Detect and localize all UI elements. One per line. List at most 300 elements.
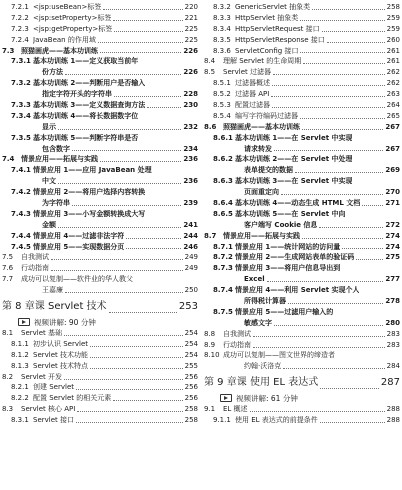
entry-number: 9.1	[204, 405, 216, 414]
dot-leader	[103, 9, 182, 10]
dot-leader	[356, 259, 383, 260]
toc-entry-continuation[interactable]	[204, 144, 400, 155]
page-number: 256	[184, 394, 198, 403]
entry-title: 情景应用——拓展与实践	[223, 231, 300, 240]
toc-subsection-entry[interactable]	[2, 24, 198, 35]
dot-leader	[113, 400, 182, 401]
dot-leader	[90, 368, 183, 369]
page-number: 241	[183, 220, 198, 229]
toc-subsection-entry[interactable]	[2, 339, 198, 350]
toc-subsection-entry[interactable]	[2, 2, 198, 13]
entry-number: 8.6.5	[213, 209, 233, 218]
entry-number: 8.8	[204, 329, 216, 338]
entry-title: 中文	[42, 177, 56, 186]
toc-subsection-entry[interactable]	[204, 24, 400, 35]
toc-entry-continuation[interactable]	[2, 89, 198, 100]
dot-leader	[90, 346, 183, 347]
entry-number: 8.4	[204, 57, 216, 66]
entry-title: HttpServlet 抽象类	[235, 13, 299, 22]
page-number: 244	[183, 231, 198, 240]
entry-title: 基本功训练 2——在 Servlet 中处理	[235, 155, 353, 164]
page-number: 260	[386, 35, 400, 44]
page-number: 287	[380, 377, 400, 389]
entry-number: 7.3.4	[11, 111, 31, 120]
toc-section-entry[interactable]	[2, 372, 198, 383]
page-number: 265	[386, 111, 400, 120]
page-number: 261	[386, 46, 400, 55]
entry-title: 照猫画虎——基本功训练	[21, 46, 98, 55]
entry-title: Servlet 技术	[48, 301, 107, 313]
entry-title: 情景应用 2——将用户选择内容转换	[33, 188, 146, 197]
dot-leader	[147, 107, 181, 108]
toc-subsection-entry[interactable]	[2, 78, 198, 89]
page-number: 258	[386, 2, 400, 11]
page-number: 246	[183, 242, 198, 251]
page-number: 253	[178, 301, 198, 313]
dot-leader	[312, 9, 384, 10]
entry-number: 7.5	[2, 253, 14, 262]
entry-title: Servlet 过滤器	[223, 68, 271, 77]
dot-leader	[274, 150, 383, 151]
dot-leader	[300, 52, 384, 53]
page-number: 221	[184, 13, 198, 22]
entry-title: 所得税计算器	[244, 297, 286, 306]
toc-section-entry[interactable]	[204, 122, 400, 133]
toc-section-entry[interactable]	[2, 274, 198, 285]
entry-number: 8.3.2	[213, 2, 231, 11]
toc-entry-continuation[interactable]	[2, 176, 198, 187]
dot-leader	[272, 85, 385, 86]
dot-leader	[300, 118, 385, 119]
entry-title: <jsp:setProperty>标签	[33, 13, 112, 22]
toc-subsection-entry[interactable]	[2, 383, 198, 394]
page-number: 262	[386, 79, 400, 88]
dot-leader	[113, 20, 182, 21]
toc-subsection-entry[interactable]	[204, 307, 400, 318]
toc-section-entry[interactable]	[2, 263, 198, 274]
page-number: 236	[183, 155, 198, 164]
page-number: 236	[183, 177, 198, 186]
page-number: 271	[385, 199, 400, 208]
dot-leader	[100, 161, 181, 162]
entry-number: 7.7	[2, 275, 14, 284]
toc-entry-continuation[interactable]	[2, 220, 198, 231]
toc-section-entry[interactable]	[2, 154, 198, 165]
toc-subsection-entry[interactable]	[204, 242, 400, 253]
entry-number: 7.2.2	[11, 13, 29, 22]
toc-subsection-entry[interactable]	[204, 35, 400, 46]
dot-leader	[302, 238, 383, 239]
entry-number: 第 9 章课	[204, 377, 247, 389]
toc-entry-continuation[interactable]	[204, 274, 400, 285]
page-number: 263	[386, 90, 400, 99]
toc-subsection-entry[interactable]	[204, 2, 400, 13]
toc-entry-continuation[interactable]	[204, 165, 400, 176]
entry-title: 成功可以复制——图文世界的缔造者	[223, 351, 335, 360]
entry-number: 8.2.1	[11, 383, 29, 392]
toc-subsection-entry[interactable]	[204, 263, 400, 274]
dot-leader	[253, 347, 385, 348]
toc-entry-continuation[interactable]	[2, 122, 198, 133]
dot-leader	[58, 129, 181, 130]
entry-title: 配置 Servlet 的相关元素	[33, 394, 112, 403]
entry-title: Servlet 技术功能	[33, 350, 88, 359]
entry-number: 8.3	[2, 405, 14, 414]
chapter-heading[interactable]	[204, 374, 400, 392]
page-number: 226	[183, 68, 198, 77]
entry-title: 照猫画虎——基本功训练	[223, 122, 300, 131]
toc-subsection-entry[interactable]	[2, 187, 198, 198]
entry-number: 8.6.2	[213, 155, 233, 164]
dot-leader	[126, 248, 181, 249]
toc-section-entry[interactable]	[2, 252, 198, 263]
dot-leader	[51, 270, 183, 271]
dot-leader	[114, 96, 181, 97]
dot-leader	[98, 42, 183, 43]
dot-leader	[281, 194, 383, 195]
toc-subsection-entry[interactable]	[204, 100, 400, 111]
entry-title: 自我测试	[223, 329, 251, 338]
page-number: 239	[183, 199, 198, 208]
entry-number: 7.2.3	[11, 24, 29, 33]
toc-entry-continuation[interactable]	[204, 187, 400, 198]
entry-number: 8.1.1	[11, 339, 29, 348]
toc-subsection-entry[interactable]	[2, 242, 198, 253]
toc-subsection-entry[interactable]	[2, 350, 198, 361]
toc-left-column	[2, 2, 198, 426]
entry-number: 8.6	[204, 122, 217, 131]
toc-subsection-entry[interactable]	[204, 133, 400, 144]
page-number: 274	[385, 231, 400, 240]
page-number: 258	[184, 416, 198, 425]
entry-title: 情景应用 2——生成网站表单的验证码	[235, 253, 355, 262]
entry-title: 情景应用 3——将用户信息导出到	[235, 264, 341, 273]
toc-subsection-entry[interactable]	[2, 35, 198, 46]
page-number: 234	[183, 144, 198, 153]
page-number: 249	[184, 253, 198, 262]
toc-entry-continuation[interactable]	[204, 220, 400, 231]
toc-subsection-entry[interactable]	[204, 13, 400, 24]
page-number: 272	[385, 220, 400, 229]
toc-entry-continuation[interactable]	[204, 361, 400, 372]
entry-title: ServletConfig 接口	[235, 46, 299, 55]
entry-title: 创建 Servlet	[33, 383, 74, 392]
toc-section-entry[interactable]	[204, 56, 400, 67]
entry-title: 情景应用——拓展与实践	[21, 155, 98, 164]
toc-subsection-entry[interactable]	[204, 209, 400, 220]
dot-leader	[322, 31, 385, 32]
dot-leader	[362, 205, 383, 206]
toc-section-entry[interactable]	[204, 404, 400, 415]
entry-title: Servlet 开发	[21, 372, 62, 381]
toc-section-entry[interactable]	[204, 67, 400, 78]
entry-title: 基本功训练 1——在 Servlet 中实现	[235, 133, 353, 142]
dot-leader	[250, 411, 385, 412]
entry-number: 7.3	[2, 46, 15, 55]
page-number: 277	[385, 275, 400, 284]
entry-title: 成功可以复制——软件业的华人教父	[21, 275, 133, 284]
toc-subsection-entry[interactable]	[204, 285, 400, 296]
entry-number: 7.2.4	[11, 35, 29, 44]
entry-title: 情景应用 4——过滤非法字符	[33, 231, 125, 240]
entry-title: 情景应用 5——实现数据分页	[33, 242, 125, 251]
toc-section-entry[interactable]	[2, 46, 198, 57]
toc-section-entry[interactable]	[204, 351, 400, 362]
dot-leader	[90, 357, 183, 358]
entry-number: 8.1.3	[11, 361, 29, 370]
toc-entry-continuation[interactable]	[2, 285, 198, 296]
toc-right-column	[204, 2, 400, 426]
toc-subsection-entry[interactable]	[2, 209, 198, 220]
entry-title: 情景应用 4——利用 Servlet 实现个人	[235, 286, 360, 295]
entry-number: 7.4	[2, 155, 15, 164]
entry-title: HttpServletResponse 接口	[235, 35, 325, 44]
dot-leader	[65, 74, 181, 75]
entry-title: <jsp:getProperty>标签	[33, 24, 113, 33]
dot-leader	[342, 248, 383, 249]
dot-leader	[126, 238, 181, 239]
dot-leader	[76, 389, 183, 390]
entry-title: Servlet 核心 API	[21, 405, 76, 414]
dot-leader	[319, 227, 383, 228]
toc-subsection-entry[interactable]	[204, 46, 400, 57]
toc-subsection-entry[interactable]	[2, 100, 198, 111]
entry-title: 基本功训练 5——判断字符串是否	[33, 133, 139, 142]
entry-title: 情景应用 1——应用 JavaBean 处理	[33, 166, 152, 175]
toc-entry-continuation[interactable]	[204, 318, 400, 329]
page-number: 228	[183, 90, 198, 99]
toc-entry-continuation[interactable]	[2, 198, 198, 209]
toc-subsection-entry[interactable]	[2, 165, 198, 176]
page-number: 267	[385, 122, 400, 131]
entry-title: 行动指南	[223, 340, 251, 349]
dot-leader	[51, 259, 183, 260]
video-duration-text: 视频讲解: 61 分钟	[236, 393, 298, 403]
entry-title: JavaBean 的作用域	[33, 35, 96, 44]
page-number: 264	[386, 101, 400, 109]
page-number: 261	[386, 57, 400, 66]
video-lecture-note	[204, 392, 400, 404]
page-number: 259	[386, 13, 400, 22]
entry-title: 包含数字	[42, 144, 70, 153]
toc-subsection-entry[interactable]	[204, 415, 400, 426]
toc-subsection-entry[interactable]	[2, 13, 198, 24]
toc-subsection-entry[interactable]	[2, 133, 198, 144]
dot-leader	[288, 303, 383, 304]
entry-title: 份方法	[42, 68, 63, 77]
dot-leader	[302, 129, 383, 130]
entry-number: 7.4.1	[11, 166, 31, 175]
page-number: 280	[385, 318, 400, 327]
entry-title: Excel	[244, 275, 265, 284]
entry-title: 王嘉廉	[42, 286, 63, 295]
dot-leader	[303, 63, 384, 64]
entry-title: 初步认识 Servlet	[33, 339, 88, 348]
entry-number: 8.3.5	[213, 35, 231, 44]
entry-title: <jsp:useBean>标签	[33, 2, 102, 11]
entry-title: 使用 EL 表达式的前提条件	[235, 416, 318, 425]
entry-number: 8.5.3	[213, 101, 231, 109]
page-number: 254	[184, 339, 198, 348]
entry-number: 7.2.1	[11, 2, 29, 11]
entry-title: 自我测试	[21, 253, 49, 262]
entry-number: 8.1	[2, 329, 14, 338]
dot-leader	[300, 20, 384, 21]
entry-number: 7.4.5	[11, 242, 31, 251]
entry-title: 情景应用 5——过滤用户输入的	[235, 307, 334, 316]
toc-entry-continuation[interactable]	[2, 67, 198, 78]
dot-leader	[271, 96, 384, 97]
entry-number: 7.3.1	[11, 57, 31, 66]
dot-leader	[114, 31, 182, 32]
toc-subsection-entry[interactable]	[204, 198, 400, 209]
toc-section-entry[interactable]	[2, 404, 198, 415]
toc-subsection-entry[interactable]	[204, 111, 400, 122]
entry-number: 8.6.1	[213, 133, 233, 142]
toc-subsection-entry[interactable]	[204, 154, 400, 165]
toc-subsection-entry[interactable]	[2, 56, 198, 67]
entry-number: 8.3.1	[11, 416, 29, 425]
entry-title: 显示	[42, 122, 56, 131]
entry-title: 敏感文字	[244, 318, 272, 327]
toc-subsection-entry[interactable]	[2, 393, 198, 404]
page-number: 232	[183, 122, 198, 131]
video-lecture-note	[2, 316, 198, 328]
entry-title: 基本功训练 4——动态生成 HTML 文档	[235, 199, 361, 208]
entry-title: GenericServlet 抽象类	[235, 2, 311, 11]
dot-leader	[64, 335, 183, 336]
entry-title: 请求转发	[244, 144, 272, 153]
entry-title: 客户端写 Cookie 信息	[244, 220, 318, 229]
entry-number: 7.4.2	[11, 188, 31, 197]
page-number: 274	[385, 242, 400, 251]
dot-leader	[274, 325, 383, 326]
entry-number: 7.3.2	[11, 79, 31, 88]
entry-number: 8.3.6	[213, 46, 231, 55]
entry-number: 8.2	[2, 372, 14, 381]
page-number: 284	[386, 362, 400, 371]
dot-leader	[295, 172, 383, 173]
entry-number: 8.7.2	[213, 253, 233, 262]
entry-number: 8.5	[204, 68, 216, 77]
page-number: 225	[184, 35, 198, 44]
toc-subsection-entry[interactable]	[204, 252, 400, 263]
page-number: 283	[386, 340, 400, 349]
dot-leader	[272, 107, 385, 108]
entry-title: 页面重定向	[244, 188, 279, 197]
entry-number: 第 8 章课	[2, 301, 45, 313]
entry-number: 9.1.1	[213, 416, 231, 425]
toc-subsection-entry[interactable]	[2, 231, 198, 242]
page-number: 262	[386, 68, 400, 77]
dot-leader	[72, 150, 181, 151]
page-number: 259	[386, 24, 400, 33]
toc-entry-continuation[interactable]	[2, 144, 198, 155]
entry-title: HttpServletRequest 接口	[235, 24, 320, 33]
page-number: 283	[386, 329, 400, 338]
entry-title: 基本功训练 5——在 Servlet 中向	[235, 209, 346, 218]
dot-leader	[77, 411, 182, 412]
toc-subsection-entry[interactable]	[2, 415, 198, 426]
entry-title: 过滤器概述	[235, 79, 270, 88]
entry-title: 基本功训练 2——判断用户是否输入	[33, 79, 146, 88]
entry-number: 7.6	[2, 264, 14, 273]
entry-title: 为字符串	[42, 199, 70, 208]
entry-number: 8.3.3	[213, 13, 231, 22]
page-number: 254	[184, 329, 198, 338]
video-duration-text: 视频讲解: 90 分钟	[34, 317, 96, 327]
entry-title: 编写字符编码过滤器	[235, 111, 298, 120]
page-number: 269	[385, 166, 400, 175]
toc-section-entry[interactable]	[204, 329, 400, 340]
toc-subsection-entry[interactable]	[2, 361, 198, 372]
page-number: 258	[184, 405, 198, 414]
chapter-heading[interactable]	[2, 298, 198, 316]
dot-leader	[320, 388, 379, 389]
dot-leader	[58, 227, 181, 228]
entry-number: 7.4.3	[11, 209, 31, 218]
dot-leader	[109, 312, 177, 313]
toc-section-entry[interactable]	[204, 231, 400, 242]
dot-leader	[327, 42, 385, 43]
toc-subsection-entry[interactable]	[2, 111, 198, 122]
entry-title: 基本功训练 1——定义获取当前年	[33, 57, 139, 66]
toc-section-entry[interactable]	[204, 340, 400, 351]
toc-subsection-entry[interactable]	[204, 176, 400, 187]
entry-title: 过滤器 API	[235, 90, 270, 99]
dot-leader	[64, 379, 183, 380]
dot-leader	[267, 281, 384, 282]
toc-section-entry[interactable]	[2, 328, 198, 339]
entry-number: 8.5.4	[213, 111, 231, 120]
entry-title: 情景应用 3——小写金额转换成大写	[33, 209, 146, 218]
dot-leader	[320, 422, 385, 423]
entry-number: 8.10	[204, 351, 220, 360]
toc-subsection-entry[interactable]	[204, 89, 400, 100]
video-icon	[18, 318, 30, 326]
entry-number: 7.4.4	[11, 231, 31, 240]
entry-title: Servlet 接口	[33, 416, 74, 425]
entry-number: 8.7	[204, 231, 217, 240]
entry-title: 金额	[42, 220, 56, 229]
dot-leader	[76, 422, 183, 423]
entry-title: 理解 Servlet 的生命周期	[223, 57, 302, 66]
toc-subsection-entry[interactable]	[204, 78, 400, 89]
entry-number: 8.3.4	[213, 24, 231, 33]
entry-title: 情景应用 1——统计网站的访问量	[235, 242, 341, 251]
page-number: 220	[184, 2, 198, 11]
entry-number: 8.5.2	[213, 90, 231, 99]
entry-title: 表单提交的数据	[244, 166, 293, 175]
page-number: 288	[386, 416, 400, 425]
page-number: 267	[385, 144, 400, 153]
entry-number: 8.1.2	[11, 350, 29, 359]
page-number: 254	[184, 350, 198, 359]
page-number: 256	[184, 372, 198, 381]
entry-number: 8.6.3	[213, 177, 233, 186]
dot-leader	[65, 292, 183, 293]
video-icon	[220, 394, 232, 402]
page-number: 226	[183, 46, 198, 55]
toc-entry-continuation[interactable]	[204, 296, 400, 307]
page-number: 225	[184, 24, 198, 33]
entry-number: 8.9	[204, 340, 216, 349]
entry-title: 行动指南	[21, 264, 49, 273]
entry-title: 基本功训练 3——定义数据查询方法	[33, 101, 146, 109]
dot-leader	[253, 336, 385, 337]
dot-leader	[58, 183, 181, 184]
entry-number: 8.7.3	[213, 264, 233, 273]
